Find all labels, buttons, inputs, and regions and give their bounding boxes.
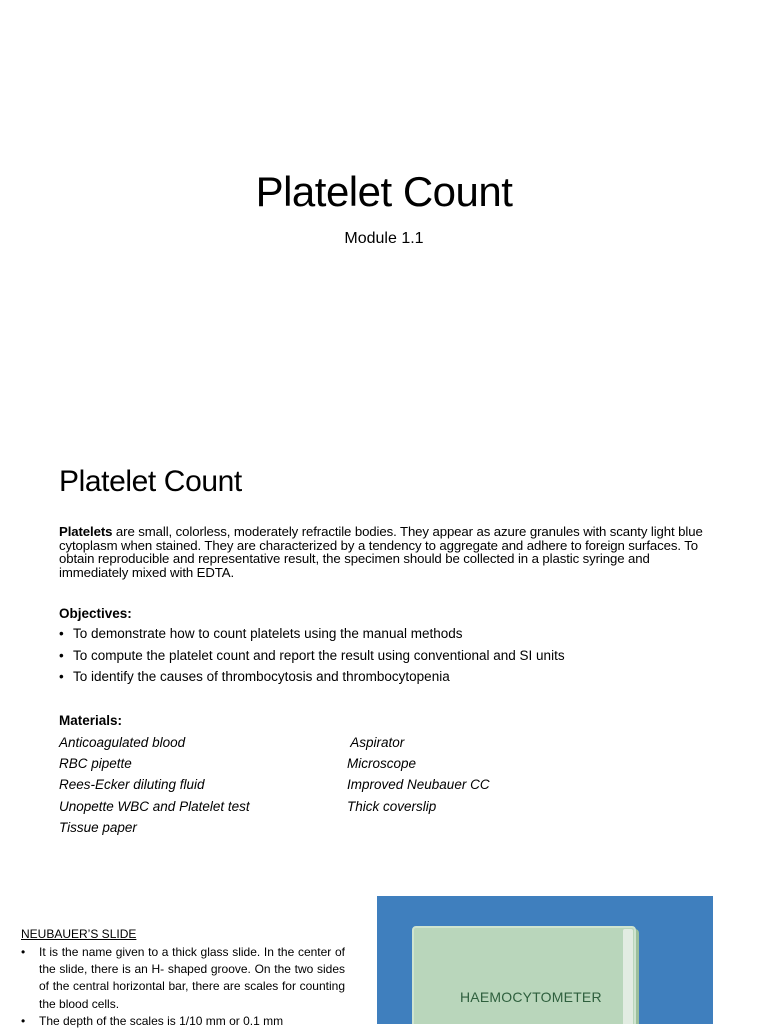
section-title: Platelet Count — [59, 465, 242, 498]
materials-list-right — [347, 735, 490, 820]
intro-paragraph — [59, 525, 707, 579]
list-item — [59, 669, 719, 691]
list-item — [21, 1013, 345, 1030]
list-item: Anticoagulated blood — [59, 735, 186, 750]
neubauer-heading: NEUBAUER’S SLIDE — [21, 927, 137, 941]
neubauer-list — [21, 944, 345, 1030]
slide-title: Platelet Count — [255, 168, 513, 215]
objective-text: To compute the platelet count and report the result using conventional and SI units — [73, 647, 565, 663]
list-item — [21, 944, 345, 1013]
bullet-icon: • — [21, 945, 26, 959]
photo-label: HAEMOCYTOMETER — [460, 989, 602, 1005]
box-edge — [623, 929, 633, 1024]
objective-text: To demonstrate how to count platelets using the manual methods — [73, 626, 463, 641]
materials-heading: Materials: — [59, 713, 123, 728]
list-item: Rees-Ecker diluting fluid — [59, 777, 205, 793]
list-item: Microscope — [347, 756, 417, 772]
haemocytometer-photo — [377, 896, 713, 1024]
list-item: Aspirator — [347, 735, 405, 750]
neubauer-text: The depth of the scales is 1/10 mm or 0.1 mm — [39, 1013, 284, 1028]
list-item — [59, 626, 719, 648]
bullet-icon: • — [21, 1013, 26, 1028]
objectives-list — [59, 626, 719, 691]
list-item: Tissue paper — [59, 819, 137, 835]
haemocytometer-box — [412, 926, 636, 1024]
list-item: Unopette WBC and Platelet test — [59, 798, 250, 814]
intro-text: are small, colorless, moderately refractile bodies. They appear as azure granules with scanty light blue cytoplasm when stained. They are characterized by a tendency to aggregate and adhere to foreign surfaces. To obtain reproducible and representative result, the specimen should be collected in a plastic syringe and immediately mixed with EDTA. — [59, 524, 703, 580]
list-item: Improved Neubauer CC — [347, 777, 490, 793]
bullet-icon: • — [59, 669, 64, 684]
intro-bold-term: Platelets — [59, 524, 113, 539]
list-item: RBC pipette — [59, 756, 132, 772]
objectives-heading: Objectives: — [59, 606, 132, 621]
materials-list-left — [59, 735, 250, 841]
bullet-icon: • — [59, 647, 64, 663]
neubauer-text: It is the name given to a thick glass slide. In the center of the slide, there is an H- shaped groove. On the two sides of the central horizontal bar, there are scales for counting the blood cells. — [39, 945, 345, 1011]
slide-subtitle: Module 1.1 — [344, 230, 424, 247]
list-item — [59, 648, 719, 670]
list-item: Thick coverslip — [347, 798, 437, 814]
bullet-icon: • — [59, 626, 64, 641]
objective-text: To identify the causes of thrombocytosis and thrombocytopenia — [73, 669, 450, 684]
